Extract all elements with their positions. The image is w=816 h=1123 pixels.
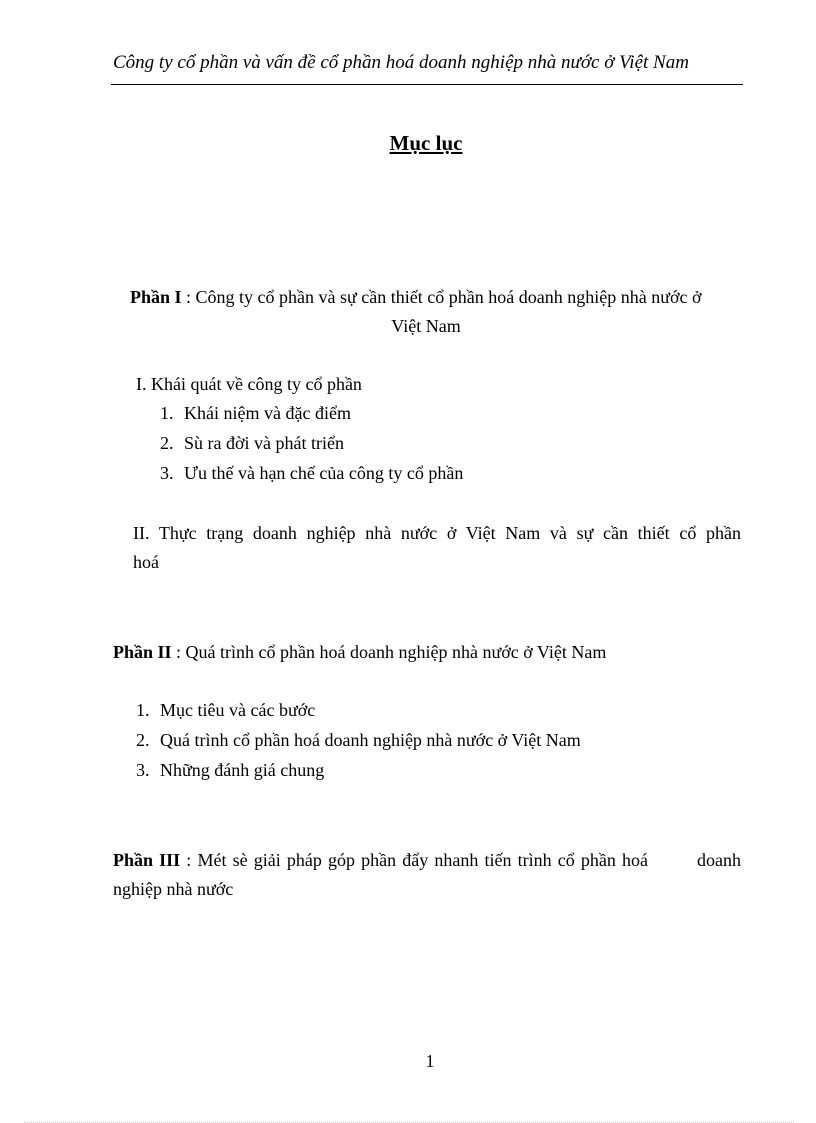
- part2-item-3: [136, 761, 324, 779]
- part3-title-line2: nghiệp nhà nước: [113, 879, 234, 899]
- part3-heading: [113, 850, 741, 871]
- running-header: Công ty cổ phần và vấn đề cổ phần hoá doanh nghiệp nhà nước ở Việt Nam: [113, 52, 689, 73]
- section1-item-1: [160, 404, 351, 422]
- section2-heading-line2: hoá: [133, 552, 159, 572]
- list-number: 3.: [136, 760, 150, 780]
- list-item-text: Quá trình cổ phần hoá doanh nghiệp nhà nước ở Việt Nam: [160, 730, 581, 750]
- part3-separator: :: [180, 850, 198, 870]
- part1-heading: [130, 287, 730, 308]
- part2-item-1: [136, 701, 315, 719]
- part1-title-line1: Công ty cổ phần và sự cần thiết cổ phần hoá doanh nghiệp nhà nước ở: [195, 287, 702, 307]
- list-item-text: Những đánh giá chung: [160, 760, 325, 780]
- part3-title-line1: Mét sè giải pháp góp phần đẩy nhanh tiến trình cổ phần hoá doanh: [197, 850, 741, 870]
- part2-separator: :: [171, 642, 186, 662]
- list-number: 2.: [160, 433, 174, 453]
- list-item-text: Khái niệm và đặc điểm: [184, 403, 351, 423]
- section1-item-2: [160, 434, 344, 452]
- part2-item-2: [136, 731, 581, 749]
- section1-item-3: [160, 464, 463, 482]
- part2-label: Phần II: [113, 642, 172, 662]
- part1-title-line2: Việt Nam: [391, 316, 461, 336]
- part1-label: Phần I: [130, 287, 182, 307]
- list-number: 1.: [136, 700, 150, 720]
- list-item-text: Sù ra đời và phát triển: [184, 433, 344, 453]
- section2-heading-line1: II. Thực trạng doanh nghiệp nhà nước ở Việt Nam và sự cần thiết cổ phần: [133, 523, 741, 543]
- list-item-text: Ưu thế và hạn chế của công ty cổ phần: [184, 463, 464, 483]
- part3-label: Phần III: [113, 850, 181, 870]
- section1-heading: I. Khái quát về công ty cổ phần: [136, 374, 362, 394]
- toc-title: Mục lục: [389, 131, 463, 155]
- part2-title: Quá trình cổ phần hoá doanh nghiệp nhà nước ở Việt Nam: [185, 642, 607, 662]
- page-number: 1: [425, 1051, 435, 1071]
- part2-heading: [113, 643, 606, 661]
- list-number: 2.: [136, 730, 150, 750]
- part1-separator: :: [181, 287, 196, 307]
- header-divider: [111, 84, 743, 85]
- list-number: 1.: [160, 403, 174, 423]
- list-number: 3.: [160, 463, 174, 483]
- list-item-text: Mục tiêu và các bước: [160, 700, 316, 720]
